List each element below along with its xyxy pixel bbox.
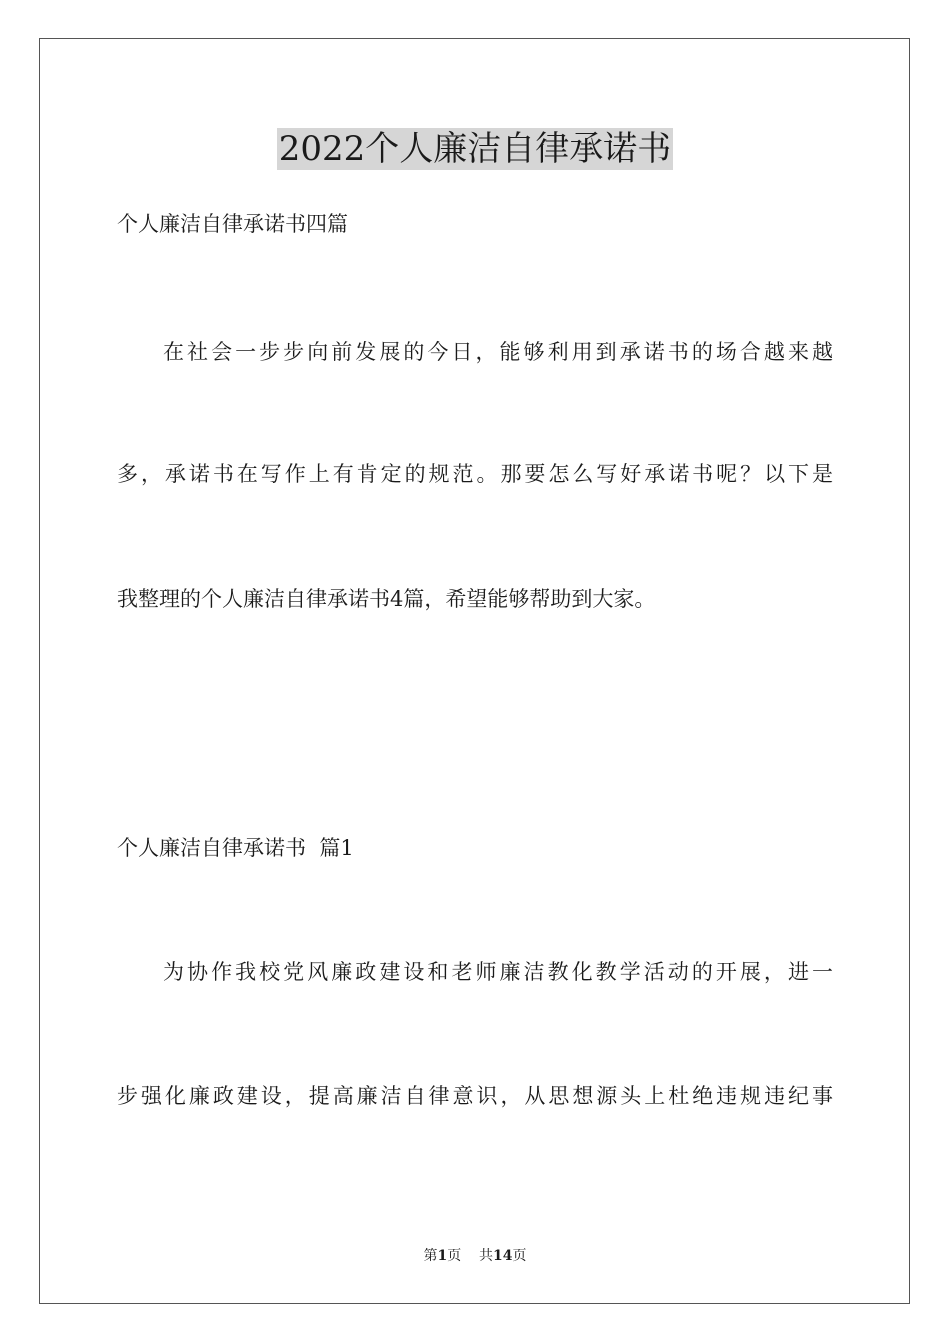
footer-prefix: 第 [423,1248,438,1264]
document-title: 2022个人廉洁自律承诺书 [278,129,672,169]
body-line-1: 为协作我校党风廉政建设和老师廉洁教化教学活动的开展，进一 [163,960,833,984]
footer-total-suffix: 页 [512,1248,527,1264]
page-footer [0,1246,950,1266]
intro-line-1: 在社会一步步向前发展的今日，能够利用到承诺书的场合越来越 [163,340,833,364]
intro-line-3: 我整理的个人廉洁自律承诺书4篇，希望能够帮助到大家。 [117,587,656,611]
footer-total-prefix: 共 [479,1248,494,1264]
section-heading: 个人廉洁自律承诺书 篇1 [117,836,354,860]
intro-line-2: 多，承诺书在写作上有肯定的规范。那要怎么写好承诺书呢？以下是 [117,462,833,486]
title-container [0,128,950,170]
footer-page-number: 1 [437,1248,448,1264]
document-subtitle: 个人廉洁自律承诺书四篇 [117,212,348,236]
footer-page-suffix: 页 [447,1248,462,1264]
body-line-2: 步强化廉政建设，提高廉洁自律意识，从思想源头上杜绝违规违纪事 [117,1084,833,1108]
footer-total-pages: 14 [493,1248,513,1264]
